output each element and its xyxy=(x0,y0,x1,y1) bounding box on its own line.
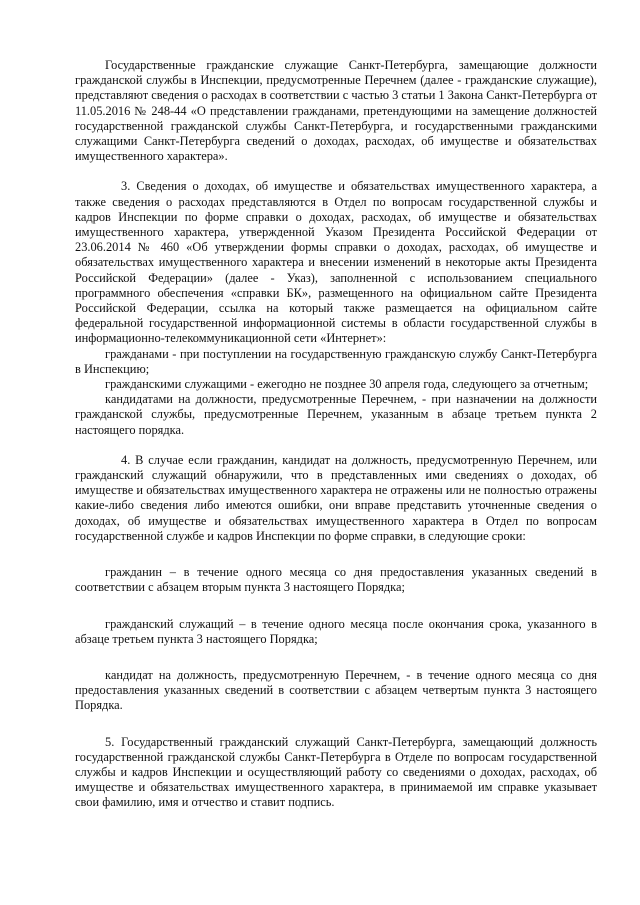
document-page xyxy=(75,58,597,811)
paragraph-4: 4. В случае если гражданин, кандидат на должность, предусмотренную Перечнем, или гражданский служащий обнаружили, что в представленных ими сведениях о доходах, об имуществе и обязательствах имущественного характера не отражены или не полностью отражены какие-либо сведения либо имеются ошибки, они вправе представить уточненные сведения о доходах, об имуществе и обязательствах имущественного характера в Отдел по вопросам государственной службе и кадров Инспекции по форме справки, в следующие сроки: xyxy=(75,452,597,543)
paragraph-3: 3. Сведения о доходах, об имуществе и обязательствах имущественного характера, а также сведения о расходах представляются в Отдел по вопросам государственной службы и кадров Инспекции по форме справки о доходах, расходах, об имуществе и обязательствах имущественного характера, утвержденной Указом Президента Российской Федерации от 23.06.2014 № 460 «Об утверждении формы справки о доходах, расходах, об имуществе и обязательствах имущественного характера и внесении изменений в некоторые акты Президента Российской Федерации» (далее - Указ), заполненной с использованием специального программного обеспечения «справки БК», размещенного на официальном сайте Президента Российской Федерации, ссылка на который также размещается на официальном сайте федеральной государственной информационной системы в области государственной службы в информационно-телекоммуникационной сети «Интернет»: xyxy=(75,179,597,346)
paragraph-expenses-intro: Государственные гражданские служащие Санкт-Петербурга, замещающие должности гражданской службы в Инспекции, предусмотренные Перечнем (далее - гражданские служащие), представляют сведения о расходах в соответствии с частью 3 статьи 1 Закона Санкт-Петербурга от 11.05.2016 № 248-44 «О представлении гражданами, претендующими на замещение должностей государственной гражданской службы Санкт-Петербурга, и государственными гражданскими служащими Санкт-Петербурга сведений о доходах, расходах, об имуществе и обязательствах имущественного характера». xyxy=(75,58,597,164)
paragraph-4-civil-servant: гражданский служащий – в течение одного месяца после окончания срока, указанного в абзаце третьем пункта 3 настоящего Порядка; xyxy=(75,616,597,646)
paragraph-4-citizen: гражданин – в течение одного месяца со дня предоставления указанных сведений в соответствии с абзацем вторым пункта 3 настоящего Порядка; xyxy=(75,565,597,595)
paragraph-3-candidates: кандидатами на должности, предусмотренные Перечнем, - при назначении на должности гражданской службы, предусмотренные Перечнем, указанным в абзаце третьем пункта 2 настоящего порядка. xyxy=(75,392,597,437)
paragraph-4-candidate: кандидат на должность, предусмотренную Перечнем, - в течение одного месяца со дня предоставления указанных сведений в соответствии с абзацем четвертым пункта 3 настоящего Порядка. xyxy=(75,667,597,713)
paragraph-3-citizens: гражданами - при поступлении на государственную гражданскую службу Санкт-Петербурга в Инспекцию; xyxy=(75,346,597,376)
paragraph-5: 5. Государственный гражданский служащий Санкт-Петербурга, замещающий должность государственной гражданской службы Санкт-Петербурга в Отделе по вопросам государственной службы и кадров Инспекции и осуществляющий работу со сведениями о доходах, расходах, об имуществе и обязательствах имущественного характера, в принимаемой им справке указывает свои фамилию, имя и отчество и ставит подпись. xyxy=(75,734,597,810)
paragraph-3-civil-servants: гражданскими служащими - ежегодно не позднее 30 апреля года, следующего за отчетным; xyxy=(105,377,589,392)
